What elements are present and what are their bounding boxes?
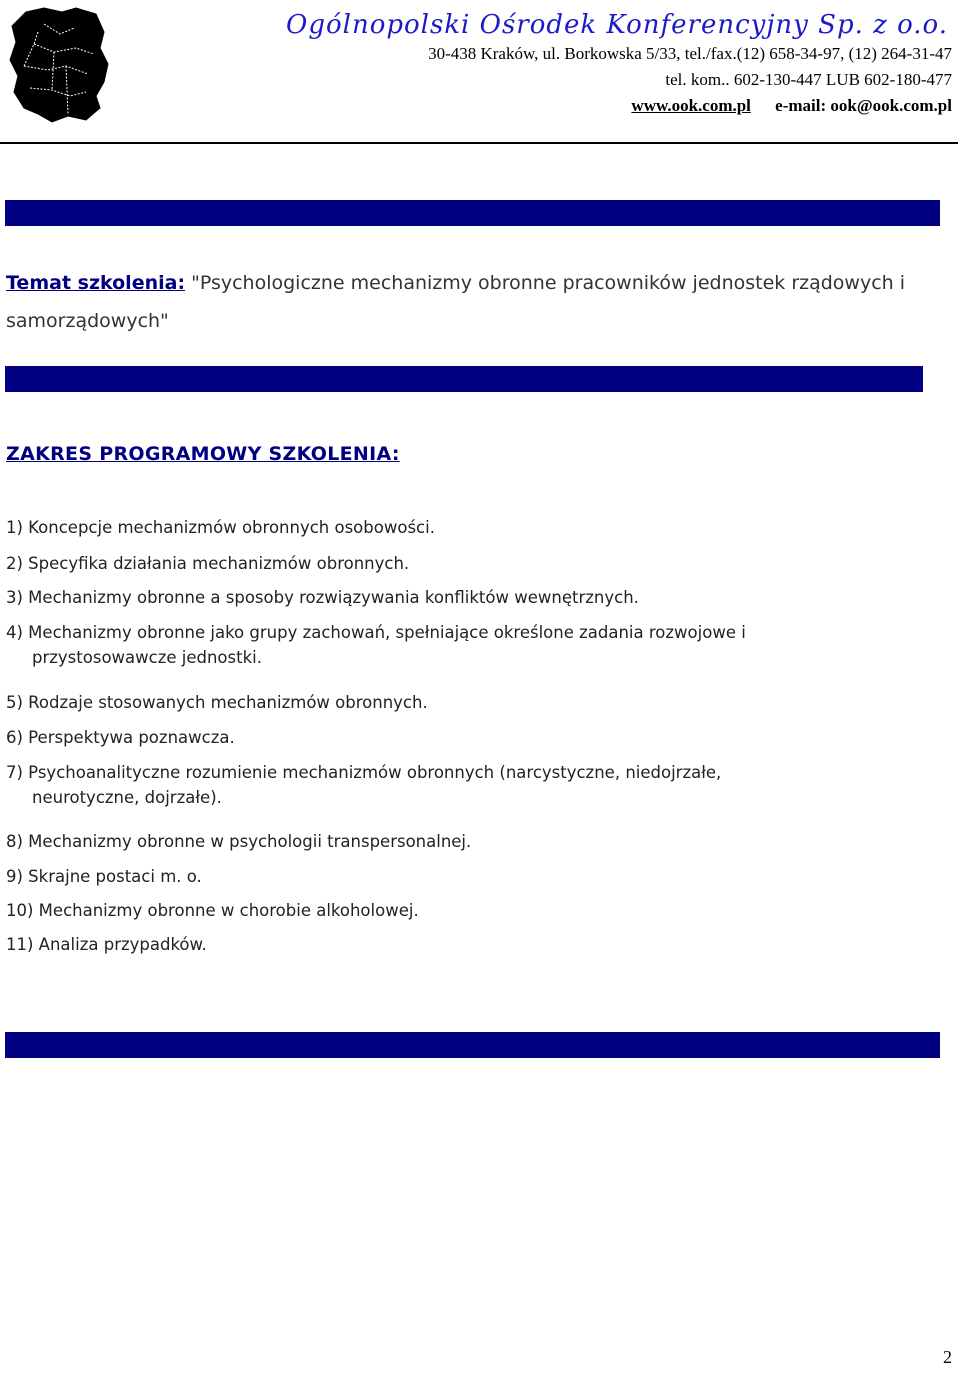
- list-item: 10) Mechanizmy obronne w chorobie alkoholowej.: [6, 901, 419, 920]
- list-item: 8) Mechanizmy obronne w psychologii transpersonalnej.: [6, 832, 472, 851]
- list-item: 11) Analiza przypadków.: [6, 935, 207, 954]
- list-item: 9) Skrajne postaci m. o.: [6, 867, 202, 886]
- list-item: 5) Rodzaje stosowanych mechanizmów obronnych.: [6, 693, 428, 712]
- navy-bar-middle: [5, 366, 923, 392]
- list-item: 3) Mechanizmy obronne a sposoby rozwiązywania konfliktów wewnętrznych.: [6, 588, 639, 607]
- page-number: 2: [943, 1347, 952, 1367]
- header-divider: [0, 142, 958, 144]
- list-item: 7) Psychoanalityczne rozumienie mechanizmów obronnych (narcystyczne, niedojrzałe, neurotyczne, dojrzałe).: [6, 763, 722, 807]
- web-email-line: [631, 96, 952, 116]
- organization-name: Ogólnopolski Ośrodek Konferencyjny Sp. z o.o.: [286, 10, 948, 40]
- phone-line: tel. kom.. 602-130-447 LUB 602-180-477: [665, 70, 952, 89]
- navy-bar-top: [5, 200, 940, 226]
- email-text: e-mail: ook@ook.com.pl: [775, 96, 952, 115]
- list-item: 1) Koncepcje mechanizmów obronnych osobowości.: [6, 518, 435, 537]
- list-item: 6) Perspektywa poznawcza.: [6, 728, 235, 747]
- list-item: 4) Mechanizmy obronne jako grupy zachowań, spełniające określone zadania rozwojowe i przystosowawcze jednostki.: [6, 623, 746, 667]
- poland-map-icon: [4, 4, 112, 124]
- training-topic: [6, 264, 926, 340]
- list-item: 2) Specyfika działania mechanizmów obronnych.: [6, 554, 410, 573]
- navy-bar-bottom: [5, 1032, 940, 1058]
- topic-label: Temat szkolenia:: [6, 272, 186, 294]
- topic-text: "Psychologiczne mechanizmy obronne pracowników jednostek rządowych i samorządowych": [6, 272, 906, 332]
- address-line: 30-438 Kraków, ul. Borkowska 5/33, tel./fax.(12) 658-34-97, (12) 264-31-47: [428, 44, 952, 63]
- program-heading: ZAKRES PROGRAMOWY SZKOLENIA:: [6, 443, 400, 465]
- website-link[interactable]: www.ook.com.pl: [631, 96, 751, 115]
